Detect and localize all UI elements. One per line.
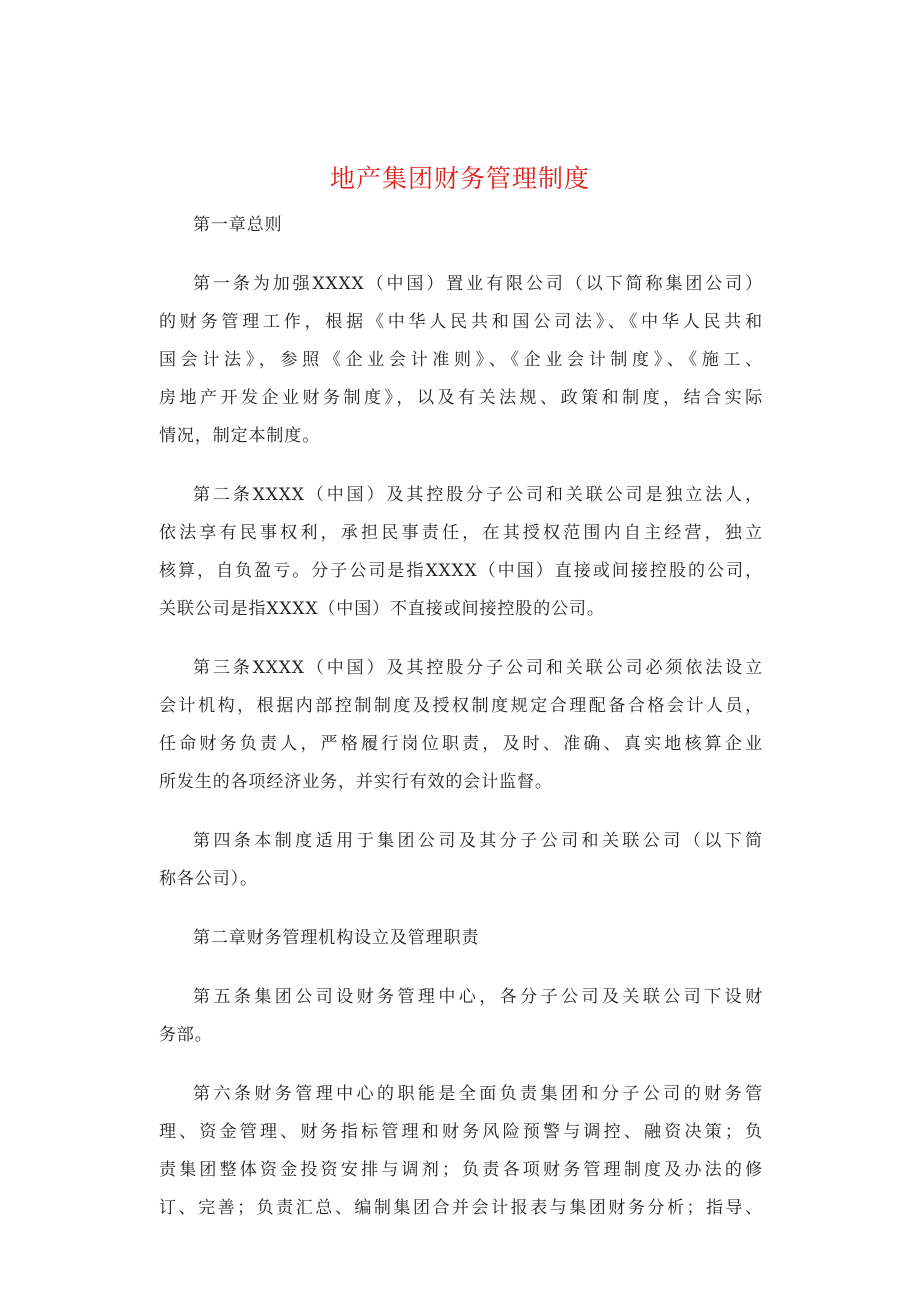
paragraph-gap: [159, 957, 763, 978]
text-line: 的财务管理工作，根据《中华人民共和国公司法》、《中华人民共和: [159, 312, 763, 332]
text-line: 称各公司）。: [159, 869, 258, 889]
document-title: 地产集团财务管理制度: [329, 164, 590, 193]
document-body: [159, 206, 763, 1227]
paragraph-gap: [159, 898, 763, 919]
text-line: 国会计法》，参照《企业会计准则》、《企业会计制度》、《施工、: [159, 350, 763, 370]
text-line: 第一章总则: [193, 215, 283, 235]
paragraph-gap: [159, 628, 763, 649]
text-line: 订、完善；负责汇总、编制集团合并会计报表与集团财务分析；指导、: [159, 1198, 763, 1218]
text-line: 第三条XXXX（中国）及其控股分子公司和关联公司必须依法设立: [193, 658, 763, 678]
text-line: 务部。: [159, 1025, 213, 1045]
text-line: 情况，制定本制度。: [159, 426, 321, 446]
text-line: 依法享有民事权利，承担民事责任，在其授权范围内自主经营，独立: [159, 523, 763, 543]
text-line: 关联公司是指XXXX（中国）不直接或间接控股的公司。: [159, 599, 605, 619]
text-line: 第四条本制度适用于集团公司及其分子公司和关联公司（以下简: [193, 831, 763, 851]
text-line: 第一条为加强XXXX（中国）置业有限公司（以下简称集团公司）: [193, 274, 763, 294]
text-line: 责集团整体资金投资安排与调剂；负责各项财务管理制度及办法的修: [159, 1160, 763, 1180]
paragraph-gap: [159, 244, 763, 265]
paragraph-gap: [159, 455, 763, 476]
text-line: 第二条XXXX（中国）及其控股分子公司和关联公司是独立法人，: [193, 485, 763, 505]
text-line: 第五条集团公司设财务管理中心，各分子公司及关联公司下设财: [193, 987, 763, 1007]
text-line: 会计机构，根据内部控制制度及授权制度规定合理配备合格会计人员，: [159, 696, 763, 716]
text-line: 第二章财务管理机构设立及管理职责: [193, 928, 480, 948]
paragraph-gap: [159, 801, 763, 822]
text-line: 所发生的各项经济业务，并实行有效的会计监督。: [159, 772, 553, 792]
text-line: 第六条财务管理中心的职能是全面负责集团和分子公司的财务管: [193, 1084, 763, 1104]
text-line: 核算，自负盈亏。分子公司是指XXXX（中国）直接或间接控股的公司，: [159, 561, 763, 581]
paragraph-gap: [159, 1054, 763, 1075]
text-line: 任命财务负责人，严格履行岗位职责，及时、准确、真实地核算企业: [159, 734, 763, 754]
text-line: 房地产开发企业财务制度》，以及有关法规、政策和制度，结合实际: [159, 388, 763, 408]
text-line: 理、资金管理、财务指标管理和财务风险预警与调控、融资决策；负: [159, 1122, 763, 1142]
